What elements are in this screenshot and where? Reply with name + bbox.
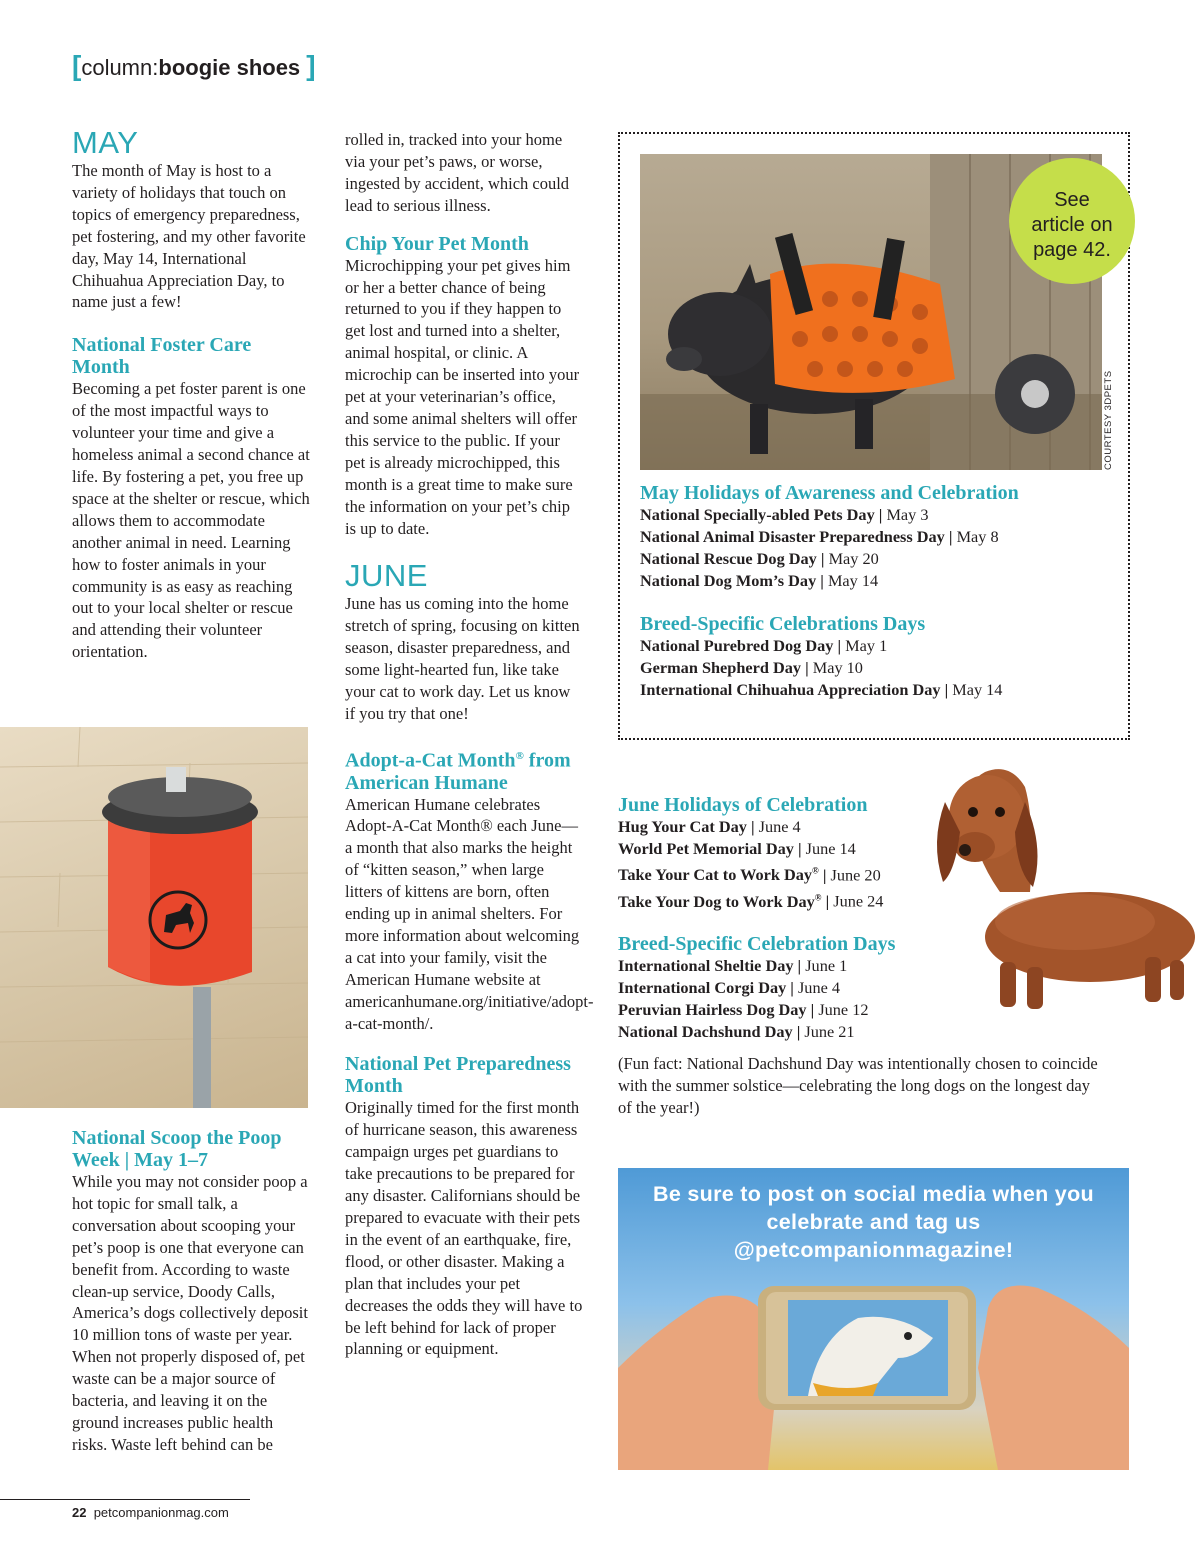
june-holiday-row: World Pet Memorial Day | June 14 [618, 839, 856, 858]
june-breed-row: International Corgi Day | June 4 [618, 977, 841, 997]
june-breed-list [618, 955, 1118, 1043]
poop-bin-photo [0, 727, 308, 1108]
holiday-name: National Purebred Dog Day [640, 636, 834, 655]
adopt-cat-heading: Adopt-a-Cat Month® from American Humane [345, 749, 571, 794]
may-holiday-row: National Dog Mom’s Day | May 14 [640, 571, 879, 590]
holiday-date: May 14 [827, 571, 879, 590]
footer [72, 1505, 229, 1520]
column-name: boogie shoes [158, 55, 301, 80]
may-holiday-list [640, 504, 1110, 592]
scoop-poop-body: While you may not consider poop a hot topic for small talk, a conversation about scooping your pet’s poop is one that everyone can benefit from. According to waste clean-up service, Doody Calls, America’s dogs collectively deposit 10 million tons of waste per year. When not properly disposed of, pet waste can be a major source of bacteria, and leaving it on the ground increases public health risks. Waste left behind can be [72, 1172, 308, 1454]
holiday-date: May 8 [956, 527, 999, 546]
fun-fact: (Fun fact: National Dachshund Day was intentionally chosen to coincide with the summer solstice—celebrating the long dogs on the longest day of the year!) [618, 1053, 1098, 1117]
holiday-name: National Dachshund Day [618, 1021, 793, 1041]
preparedness-heading: National Pet Preparedness Month [345, 1053, 571, 1098]
june-heading: JUNE [345, 558, 428, 594]
may-holiday-row: National Specially-abled Pets Day | May 3 [640, 505, 929, 524]
social-line-2: celebrate and tag us [766, 1210, 981, 1234]
holiday-date: May 20 [828, 549, 879, 568]
june-lists [618, 794, 1118, 1119]
column-1-top [72, 126, 310, 663]
breed-holiday-row: National Purebred Dog Day | May 1 [640, 636, 888, 655]
poop-bin-illustration [0, 727, 308, 1108]
see-article-badge[interactable] [1009, 158, 1135, 284]
social-handle[interactable]: @petcompanionmagazine! [733, 1238, 1014, 1262]
june-breed-heading: Breed-Specific Celebration Days [618, 932, 896, 955]
june-intro: June has us coming into the home stretch of spring, focusing on kitten season, disaster preparedness, and some light-hearted fun, like take your cat to work day. Let us know if you try that one! [345, 594, 580, 723]
column-label: column: [81, 55, 159, 80]
holiday-date: June 14 [805, 839, 856, 858]
holiday-date: June 1 [805, 955, 848, 975]
may-intro: The month of May is host to a variety of holidays that touch on topics of emergency preparedness, pet fostering, and my other favorite day, May 14, International Chihuahua Appreciation Day, to name just a few! [72, 161, 306, 312]
foster-care-heading: National Foster Care Month [72, 334, 252, 379]
holiday-date: May 10 [812, 658, 863, 677]
may-holiday-row: National Animal Disaster Preparedness Day | May 8 [640, 527, 999, 546]
holiday-name: World Pet Memorial Day [618, 839, 794, 858]
june-breed-row: National Dachshund Day | June 21 [618, 1021, 855, 1041]
holiday-name: International Chihuahua Appreciation Day [640, 680, 941, 699]
holiday-date: May 14 [952, 680, 1003, 699]
breed-list-heading: Breed-Specific Celebrations Days [640, 613, 926, 635]
column-1-bottom [72, 1127, 310, 1456]
foster-care-body: Becoming a pet foster parent is one of the most impactful ways to volunteer your time and give a homeless animal a second chance at life. By fostering a pet, you free up space at the shelter or rescue, which allows them to accommodate another animal in need. Learning how to foster animals in your community is as easy as reaching out to your local shelter or rescue and attending their volunteer orientation. [72, 379, 310, 662]
holiday-name: Take Your Cat to Work Day® [618, 865, 819, 885]
column-2 [345, 129, 594, 1360]
preparedness-body: Originally timed for the first month of hurricane season, this awareness campaign urges pet guardians to take precautions to be prepared for any disaster. Californians should be prepared to evacuate with their pets in the event of an earthquake, fire, flood, or other disaster. Making a plan that includes your pet decreases the odds they will have to be left behind for lack of proper planning or equipment. [345, 1098, 583, 1359]
may-holiday-row: National Rescue Dog Day | May 20 [640, 549, 879, 568]
june-holiday-row: Hug Your Cat Day | June 4 [618, 817, 801, 836]
june-holiday-row: Take Your Dog to Work Day® | June 24 [618, 891, 884, 911]
breed-holiday-row: International Chihuahua Appreciation Day | May 14 [640, 680, 1003, 699]
holiday-date: June 24 [833, 891, 884, 911]
june-holiday-list [618, 816, 1118, 913]
badge-line-3: page 42. [1033, 239, 1111, 261]
page-number: 22 [72, 1505, 87, 1520]
holiday-date: June 12 [818, 999, 869, 1019]
adopt-cat-body: American Humane celebrates Adopt-A-Cat Month® each June—a month that also marks the height of “kitten season,” when large litters of kittens are born, often ending up in animal shelters. For more information about welcoming a cat into your family, visit the American Humane website at americanhumane.org/initiative/adopt-a-cat-month/. [345, 794, 594, 1033]
badge-line-1: See [1054, 189, 1090, 211]
holiday-name: Peruvian Hairless Dog Day [618, 999, 807, 1019]
photo-credit: COURTESY 3DPETS [1103, 370, 1114, 470]
breed-holiday-row: German Shepherd Day | May 10 [640, 658, 863, 677]
breed-holiday-list [640, 635, 1110, 701]
holiday-date: June 4 [758, 817, 801, 836]
holiday-name: International Corgi Day [618, 977, 787, 997]
june-holiday-row: Take Your Cat to Work Day® | June 20 [618, 865, 881, 885]
holiday-name: German Shepherd Day [640, 658, 802, 677]
site-url[interactable]: petcompanionmag.com [93, 1505, 229, 1520]
close-bracket: ] [306, 50, 316, 81]
holiday-name: National Rescue Dog Day [640, 549, 817, 568]
holiday-name: National Animal Disaster Preparedness Day [640, 527, 945, 546]
holiday-name: Hug Your Cat Day [618, 817, 747, 836]
open-bracket: [ [72, 50, 82, 81]
may-list-heading: May Holidays of Awareness and Celebration [640, 482, 1019, 504]
column-header [72, 50, 316, 82]
june-breed-row: Peruvian Hairless Dog Day | June 12 [618, 999, 869, 1019]
footer-rule [0, 1499, 250, 1500]
continued-body: rolled in, tracked into your home via your pet’s paws, or worse, ingested by accident, which could lead to serious illness. [345, 130, 570, 215]
holiday-date: May 3 [886, 505, 929, 524]
holiday-date: June 21 [804, 1021, 855, 1041]
social-line-1: Be sure to post on social media when you [653, 1182, 1094, 1206]
may-lists [640, 482, 1110, 701]
holiday-date: June 20 [830, 865, 881, 885]
holiday-name: National Specially-abled Pets Day [640, 505, 875, 524]
holiday-name: Take Your Dog to Work Day® [618, 891, 822, 911]
social-media-banner [618, 1168, 1129, 1470]
may-heading: MAY [72, 125, 139, 160]
holiday-date: June 4 [797, 977, 841, 997]
phone-hands-illustration [618, 1168, 1129, 1470]
chip-body: Microchipping your pet gives him or her a better chance of being returned to you if they happen to get lost and turned into a shelter, animal hospital, or clinic. A microchip can be inserted into your pet at your veterinarian’s office, and some animal shelters will offer this service to the public. If your pet is already microchipped, this month is a great time to make sure the information on your pet’s chip is up to date. [345, 255, 580, 538]
holiday-name: National Dog Mom’s Day [640, 571, 817, 590]
june-breed-row: International Sheltie Day | June 1 [618, 955, 848, 975]
scoop-poop-heading: National Scoop the Poop Week | May 1–7 [72, 1127, 282, 1171]
holiday-date: May 1 [845, 636, 888, 655]
holiday-name: International Sheltie Day [618, 955, 794, 975]
chip-heading: Chip Your Pet Month [345, 232, 529, 255]
badge-line-2: article on [1031, 214, 1113, 236]
june-list-heading: June Holidays of Celebration [618, 794, 868, 816]
